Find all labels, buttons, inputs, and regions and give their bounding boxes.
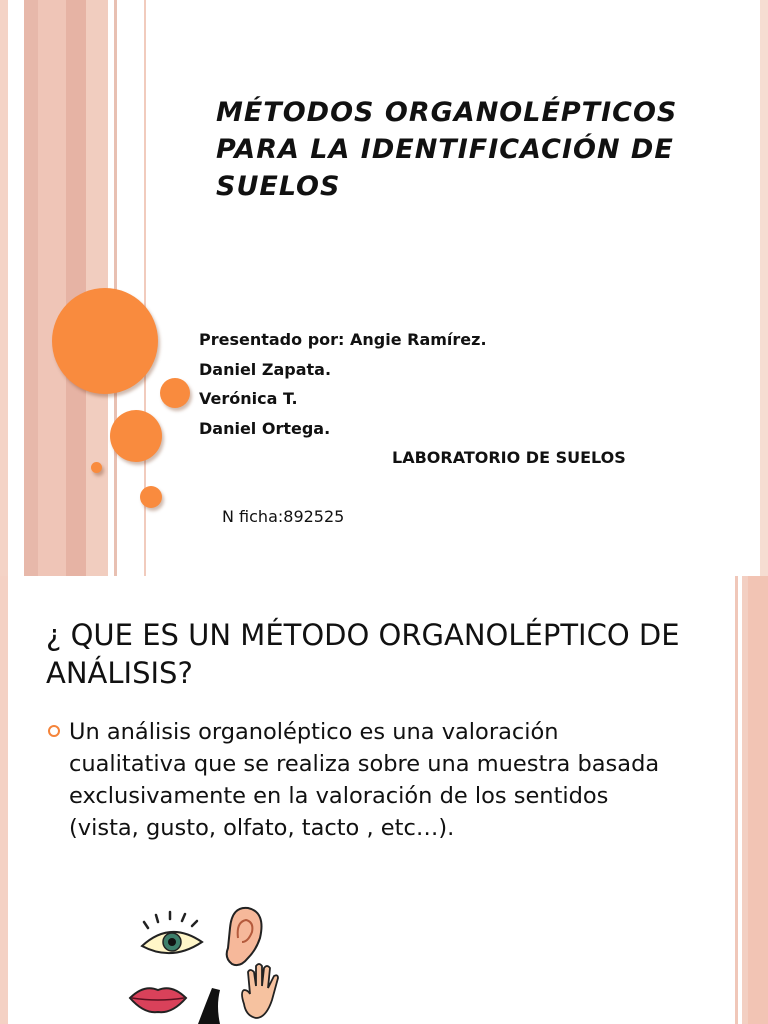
senses-illustration <box>120 898 320 1024</box>
decorative-circle-small <box>140 486 162 508</box>
ear-icon <box>227 908 262 965</box>
decorative-stripe <box>748 576 768 1024</box>
decorative-stripe <box>760 0 768 576</box>
hand-icon <box>242 964 278 1018</box>
presenters-list <box>199 328 487 446</box>
presenter-line: Daniel Ortega. <box>199 418 331 438</box>
decorative-stripe <box>66 0 86 576</box>
decorative-stripe <box>38 0 66 576</box>
decorative-stripe <box>735 576 738 1024</box>
decorative-stripe <box>0 0 8 576</box>
bullet-item <box>46 716 666 844</box>
presenter-line: Verónica T. <box>199 389 298 408</box>
decorative-circle-large <box>52 288 158 394</box>
decorative-stripe <box>24 0 38 576</box>
decorative-stripe <box>0 576 8 1024</box>
slide-heading: ¿ QUE ES UN MÉTODO ORGANOLÉPTICO DE ANÁLISIS? <box>46 618 680 690</box>
eye-icon <box>142 912 202 953</box>
decorative-stripe <box>8 576 12 1024</box>
slide-title: MÉTODOS ORGANOLÉPTICOS PARA LA IDENTIFICACIÓN DE SUELOS <box>216 97 678 202</box>
content-slide <box>0 576 768 1024</box>
decorative-circle-small <box>160 378 190 408</box>
presenter-line: Presentado por: Angie Ramírez. <box>199 330 487 349</box>
decorative-circle-tiny <box>91 462 102 473</box>
decorative-stripe <box>8 0 12 576</box>
decorative-circle-medium <box>110 410 162 462</box>
bullet-text: Un análisis organoléptico es una valoración cualitativa que se realiza sobre una muestra basada exclusivamente en la valoración de los sentidos (vista, gusto, olfato, tacto , etc…). <box>69 719 660 841</box>
ficha-number: N ficha:892525 <box>222 507 345 526</box>
presenter-line: Daniel Zapata. <box>199 359 332 379</box>
lab-name: LABORATORIO DE SUELOS <box>392 448 626 467</box>
lips-icon <box>130 988 186 1012</box>
bullet-ring-icon <box>48 725 60 737</box>
nose-icon <box>198 988 220 1024</box>
